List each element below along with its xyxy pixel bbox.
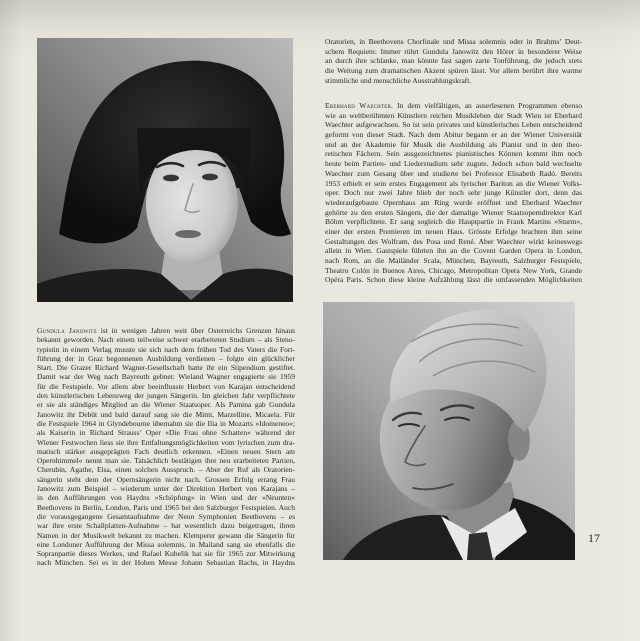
text-column-right bbox=[325, 37, 582, 287]
text-line: Sopranpartie dieses Werkes, und Rafael Kubelik hat sie für 1965 zur Mitwirkung bbox=[37, 549, 295, 559]
portrait-photo-bottom-right bbox=[323, 302, 575, 560]
text-line: Namen in der Musikwelt bekannt zu machen. Klemperer gewann die Sängerin für bbox=[37, 530, 295, 540]
text-lines bbox=[37, 335, 295, 567]
paragraph-janowitz-continued bbox=[325, 37, 582, 85]
text-line bbox=[37, 326, 295, 335]
text-line: er sie als ständiges Mitglied an die Wiener Staatsoper. Als Pamina gab Gundula bbox=[37, 400, 295, 410]
text-line: oper. Doch nur zwei Jahre blieb der noch sehr junge Künstler dort, denn das bbox=[325, 188, 582, 198]
page-number: 17 bbox=[588, 531, 600, 545]
portrait-photo-top-left bbox=[37, 38, 293, 302]
text-line: heute beim Partien- und Liederstudium sehr zugute. Jedoch schon bald wechselte bbox=[325, 159, 582, 169]
text-line: Damit war der Weg nach Bayreuth gebnet: Wieland Wagner engagierte sie 1959 bbox=[37, 372, 295, 382]
text-line: gehörte zu den ersten Sängern, die der damalige Wiener Staatsoperndirektor Karl bbox=[325, 207, 582, 217]
text-line: schem Requiem: Immer rührt Gundula Janowitz den Hörer in besonderer Weise bbox=[325, 46, 582, 56]
text-line: führung der in Graz begonnenen Ausbildung verdienen – folgte ein glücklicher bbox=[37, 353, 295, 363]
text-line: Böhm verpflichtete. Er sang sogleich die Hauptpartie in Frank Martins »Sturm«, bbox=[325, 217, 582, 227]
text-line: als Kaiserin in Richard Strauss’ Oper »Die Frau ohne Schatten« während der bbox=[37, 428, 295, 438]
text-line: Waechter zum Gesang über und studierte bei Professor Elisabeth Radó. Bereits bbox=[325, 168, 582, 178]
portrait-woman-image bbox=[37, 38, 293, 302]
lead-in-name: Eberhard Waechter. bbox=[325, 101, 394, 110]
paragraph-waechter bbox=[325, 101, 582, 285]
text-column-left bbox=[37, 326, 295, 571]
text-line: Oratorien, in Beethovens Chorfinale und Missa solemnis oder in Brahms’ Deut- bbox=[325, 37, 582, 46]
paragraph-janowitz bbox=[37, 326, 295, 568]
text-line: Theatro Colón in Buenos Aires, Chicago, Metropolitan Opera New York, Grande bbox=[325, 265, 582, 275]
text-fragment: ist in wenigen Jahren weit über Osterreichs Grenzen hinaus bbox=[96, 326, 295, 335]
lead-in-name: Gundula Janowitz bbox=[37, 326, 97, 335]
text-line: wiederaufgebaute Opernhaus am Ring wurde eröffnet und Eberhard Waechter bbox=[325, 197, 582, 207]
text-line: sängerin steht dem der Opernsängerin nicht nach. Grossen Erfolg errang Frau bbox=[37, 474, 295, 484]
text-line bbox=[325, 101, 582, 111]
text-line: stimmliche und menschliche Ausstrahlungskraft. bbox=[325, 75, 472, 85]
text-line: in den Aufführungen von Haydns »Schöpfung« in Wien und der »Neunten« bbox=[37, 493, 295, 503]
text-fragment: In dem vielfältigen, an auserlesenen Programmen ebenso bbox=[393, 101, 582, 110]
text-line: nach München. Sei es in der Hohen Messe Johann Sebastian Bachs, in Haydns bbox=[37, 558, 295, 568]
portrait-man-image bbox=[323, 302, 575, 560]
text-line: Start. Die Grazer Richard Wagner-Gesellschaft hatte ihr ein Stipendium gestiftet. bbox=[37, 363, 295, 373]
text-line: Gestaltungen des Wolfram, des Posa und René. Aber Waechter wirkt keineswegs bbox=[325, 236, 582, 246]
text-line: und an der Akademie für Musik die Ausbildung als Pianist und in den theo- bbox=[325, 139, 582, 149]
text-line: retischen Fächern. Sein ausgezeichnetes pianistisches Können kommt ihm noch bbox=[325, 149, 582, 159]
text-line: 1953 erhielt er sein erstes Engagement als lyrischer Bariton an die Wiener Volks- bbox=[325, 178, 582, 188]
text-line: wie an weltberühmten Künstlern reichen Musikleben der Stadt Wien ist Eberhard bbox=[325, 110, 582, 120]
text-line: Beethovens in Berlin, London, Paris und 1965 bei den Salzburger Festspielen. Auch bbox=[37, 502, 295, 512]
text-line: Janowitz zum Beispiel – wiederum unter der Direktion Herbert von Karajans – bbox=[37, 484, 295, 494]
text-line: allein in Wien. Gastspiele führten ihn an die Covent Garden Opera in London, bbox=[325, 246, 582, 256]
text-line: nach Rom, an die Mailänder Scala, München, Bayreuth, Salzburger Festspiele, bbox=[325, 256, 582, 265]
text-line: typistin in einem Verlag musste sie sich nach dem frühen Tod des Vaters die Fort- bbox=[37, 344, 295, 354]
text-line: für die Festspiele. Vor allem aber beeinflusste Herbert von Karajan entscheidend bbox=[37, 381, 295, 391]
text-line: den künstlerischen Lebensweg der jungen Sängerin. Im gleichen Jahr verpflichtete bbox=[37, 391, 295, 401]
text-line: an durch ihre schlanke, man könnte fast sagen zarte Tonführung, die jedoch stets bbox=[325, 56, 582, 66]
text-line: eine Londoner Aufführung der Missa solemnis, in Mailand sang sie ebenfalls die bbox=[37, 539, 295, 549]
text-line: war ihre erste Schallplatten-Aufnahme – hat wesentlich dazu beigetragen, ihren bbox=[37, 521, 295, 531]
text-line: Janowitz ihr Debüt und bald darauf sang sie die Mimi, Marzelline, Micaela. Für bbox=[37, 409, 295, 419]
text-line: matisch stärker ausgeprägten Fach deutlich erkennen. »Einen neuen Stern am bbox=[37, 446, 295, 456]
text-line: geformt von dieser Stadt. Nach dem Abitur begann er an der Wiener Universität bbox=[325, 130, 582, 140]
text-line: die vorausgegangene Gesamtaufnahme der Neun Symphonien Beethovens – es bbox=[37, 511, 295, 521]
text-line: Opéra Paris. Schon diese kleine Aufzählung lässt die umfassenden Möglichkeiten bbox=[325, 275, 582, 285]
text-line: Wiener Festwochen liess sie ihre Entfaltungsmöglichkeiten vom lyrischen zum dra- bbox=[37, 437, 295, 447]
text-line: bekannt geworden. Nach einem teilweise schwer erarbeiteten Studium – als Steno- bbox=[37, 335, 295, 345]
text-line: Opernhimmel« nennt man sie. Tatsächlich bestätigen ihre neu erarbeiteten Partien, bbox=[37, 456, 295, 466]
text-line: die Festspiele 1964 in Glyndebourne übernahm sie die Ilia in Mozarts »Idomeneo«; bbox=[37, 418, 295, 428]
text-line: Waechter aufgewachsen. So ist sein privates und künstlerisches Leben entscheidend bbox=[325, 120, 582, 130]
text-line: einer der ersten Premieren im neuen Haus. Grösste Erfolge brachten ihm seine bbox=[325, 226, 582, 236]
text-line: Cherubin, Agathe, Elsa, einen solchen Ausspruch. – Aber der Ruf als Oratorien- bbox=[37, 465, 295, 475]
text-lines bbox=[325, 111, 582, 285]
text-line: die Weitung zum dramatischen Akzent spüren lässt. Vor allem berührt ihre warme bbox=[325, 66, 582, 76]
